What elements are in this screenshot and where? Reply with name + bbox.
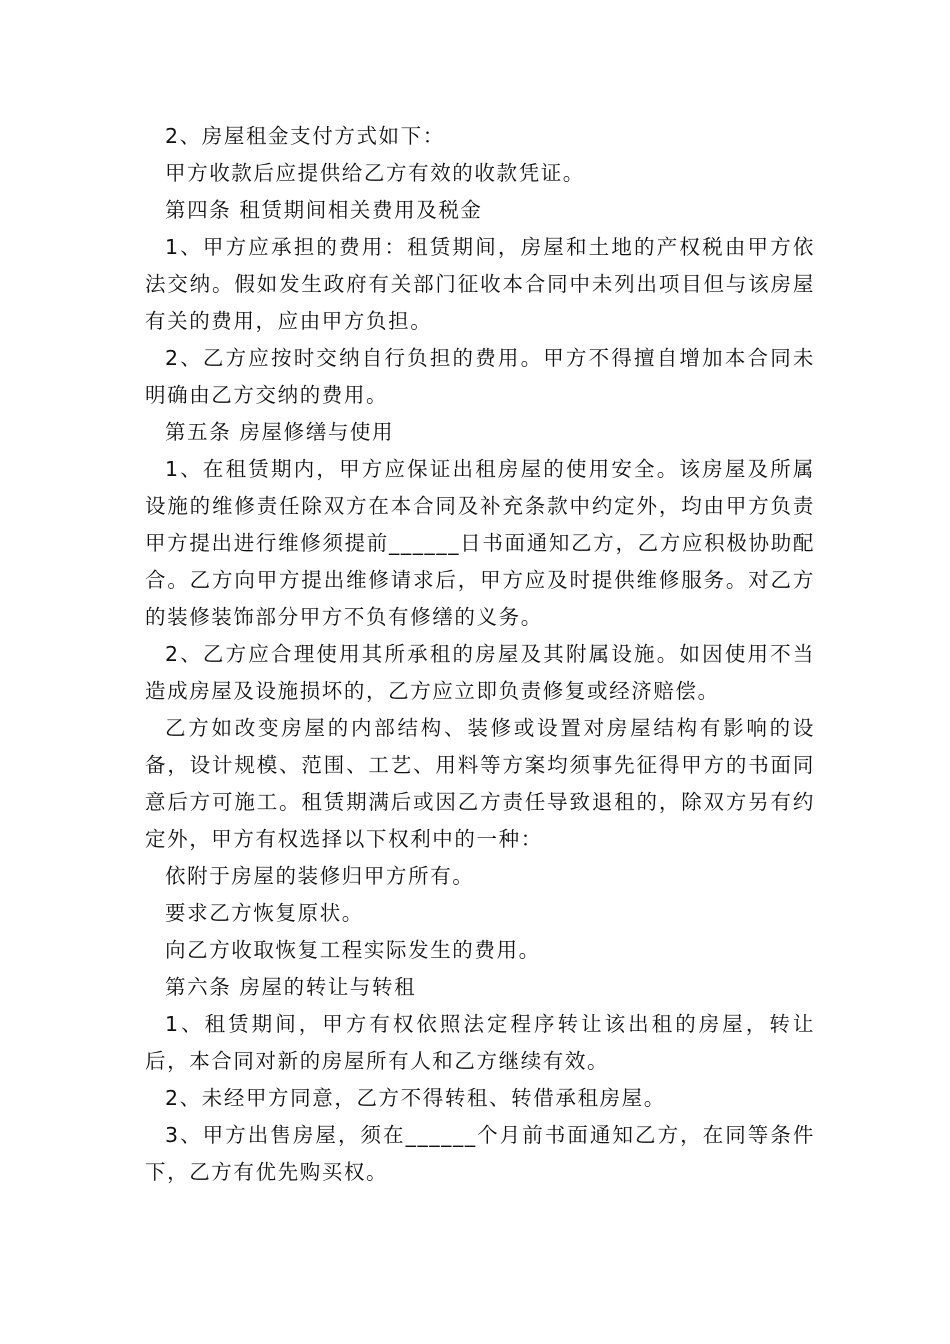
option-renovation-ownership: 依附于房屋的装修归甲方所有。 [165,864,475,888]
clause-4-2-tenant-fees: 2、乙方应按时交纳自行负担的费用。甲方不得擅自增加本合同未明确由乙方交纳的费用。 [145,346,815,407]
article-6-heading: 第六条 房屋的转让与转租 [165,975,417,999]
document-page [145,118,815,1191]
clause-5-1-repairs: 1、在租赁期内，甲方应保证出租房屋的使用安全。该房屋及所属设施的维修责任除双方在本合同及补充条款中约定外，均由甲方负责甲方提出进行维修须提前______日书面通知乙方，乙方应积极协助配合。乙方向甲方提出维修请求后，甲方应及时提供维修服务。对乙方的装修装饰部分甲方不负有修缮的义务。 [145,457,815,629]
article-5-heading: 第五条 房屋修缮与使用 [165,420,395,444]
article-4-heading: 第四条 租赁期间相关费用及税金 [165,198,483,222]
clause-rent-payment-method: 2、房屋租金支付方式如下： [165,124,445,148]
clause-4-1-landlord-fees: 1、甲方应承担的费用：租赁期间，房屋和土地的产权税由甲方依法交纳。假如发生政府有关部门征收本合同中未列出项目但与该房屋有关的费用，应由甲方负担。 [145,235,815,333]
option-restoration-cost: 向乙方收取恢复工程实际发生的费用。 [165,938,541,962]
clause-6-2-no-sublet: 2、未经甲方同意，乙方不得转租、转借承租房屋。 [165,1086,666,1110]
clause-structure-changes: 乙方如改变房屋的内部结构、装修或设置对房屋结构有影响的设备，设计规模、范围、工艺、用料等方案均须事先征得甲方的书面同意后方可施工。租赁期满后或因乙方责任导致退租的，除双方另有约定外，甲方有权选择以下权利中的一种： [145,716,815,851]
option-restore-original: 要求乙方恢复原状。 [165,901,364,925]
clause-5-2-proper-use: 2、乙方应合理使用其所承租的房屋及其附属设施。如因使用不当造成房屋及设施损坏的，乙方应立即负责修复或经济赔偿。 [145,642,815,703]
clause-6-3-preemption-right: 3、甲方出售房屋，须在______个月前书面通知乙方，在同等条件下，乙方有优先购买权。 [145,1123,815,1184]
clause-6-1-transfer: 1、租赁期间，甲方有权依照法定程序转让该出租的房屋，转让后，本合同对新的房屋所有人和乙方继续有效。 [145,1012,815,1073]
clause-receipt-voucher: 甲方收款后应提供给乙方有效的收款凭证。 [165,161,585,185]
